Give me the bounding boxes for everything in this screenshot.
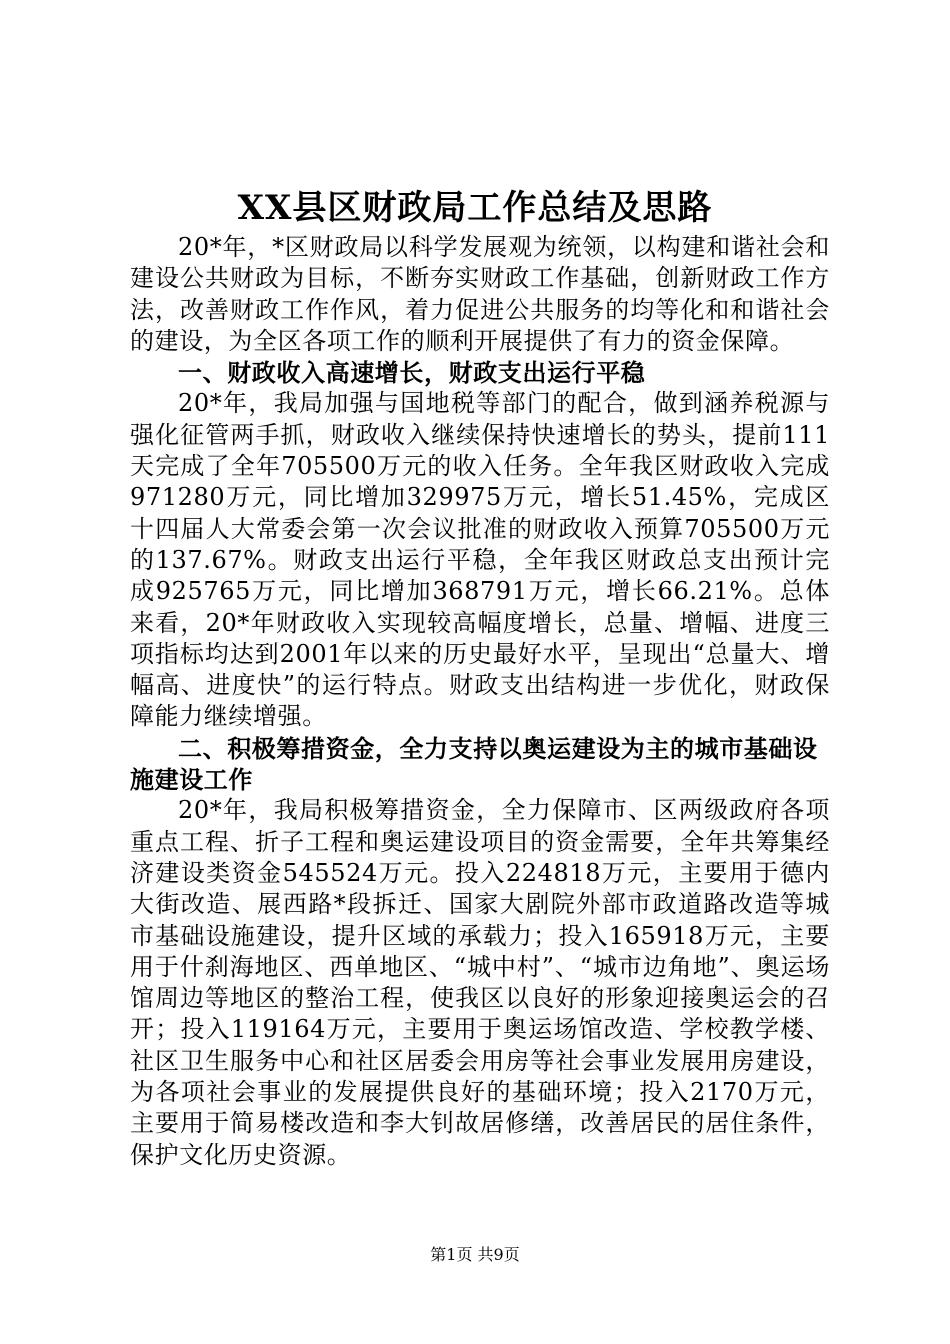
section-paragraph-2: 20*年，我局积极筹措资金，全力保障市、区两级政府各项重点工程、折子工程和奥运建设项目的资金需要，全年共筹集经济建设类资金545524万元。投入224818万元，主要用于德内大街改造、展西路*段拆迁、国家大剧院外部市政道路改造等城市基础设施建设，提升区域的承载力；投入165918万元，主要用于什刹海地区、西单地区、“城中村”、“城市边角地”、奥运场馆周边等地区的整治工程，使我区以良好的形象迎接奥运会的召开；投入119164万元，主要用于奥运场馆改造、学校教学楼、社区卫生服务中心和社区居委会用房等社会事业发展用房建设，为各项社会事业的发展提供良好的基础环境；投入2170万元，主要用于简易楼改造和李大钊故居修缮，改善居民的居住条件，保护文化历史资源。 xyxy=(130,796,830,1169)
document-title: XX县区财政局工作总结及思路 xyxy=(237,188,713,228)
document-body xyxy=(130,232,830,1171)
section-paragraph-1: 20*年，我局加强与国地税等部门的配合，做到涵养税源与强化征管两手抓，财政收入继续保持快速增长的势头，提前111天完成了全年705500万元的收入任务。全年我区财政收入完成971280万元，同比增加329975万元，增长51.45%，完成区十四届人大常委会第一次会议批准的财政收入预算705500万元的137.67%。财政支出运行平稳，全年我区财政总支出预计完成925765万元，同比增加368791万元，增长66.21%。总体来看，20*年财政收入实现较高幅度增长，总量、增幅、进度三项指标均达到2001年以来的历史最好水平，呈现出“总量大、增幅高、进度快”的运行特点。财政支出结构进一步优化，财政保障能力继续增强。 xyxy=(130,389,830,731)
page-footer: 第1页 共9页 xyxy=(430,1245,520,1264)
section-heading-2: 二、积极筹措资金，全力支持以奥运建设为主的城市基础设施建设工作 xyxy=(130,733,818,795)
intro-paragraph: 20*年，*区财政局以科学发展观为统领，以构建和谐社会和建设公共财政为目标，不断夯实财政工作基础，创新财政工作方法，改善财政工作作风，着力促进公共服务的均等化和和谐社会的建设，为全区各项工作的顺利开展提供了有力的资金保障。 xyxy=(130,233,830,355)
section-heading-1: 一、财政收入高速增长，财政支出运行平稳 xyxy=(178,358,646,388)
